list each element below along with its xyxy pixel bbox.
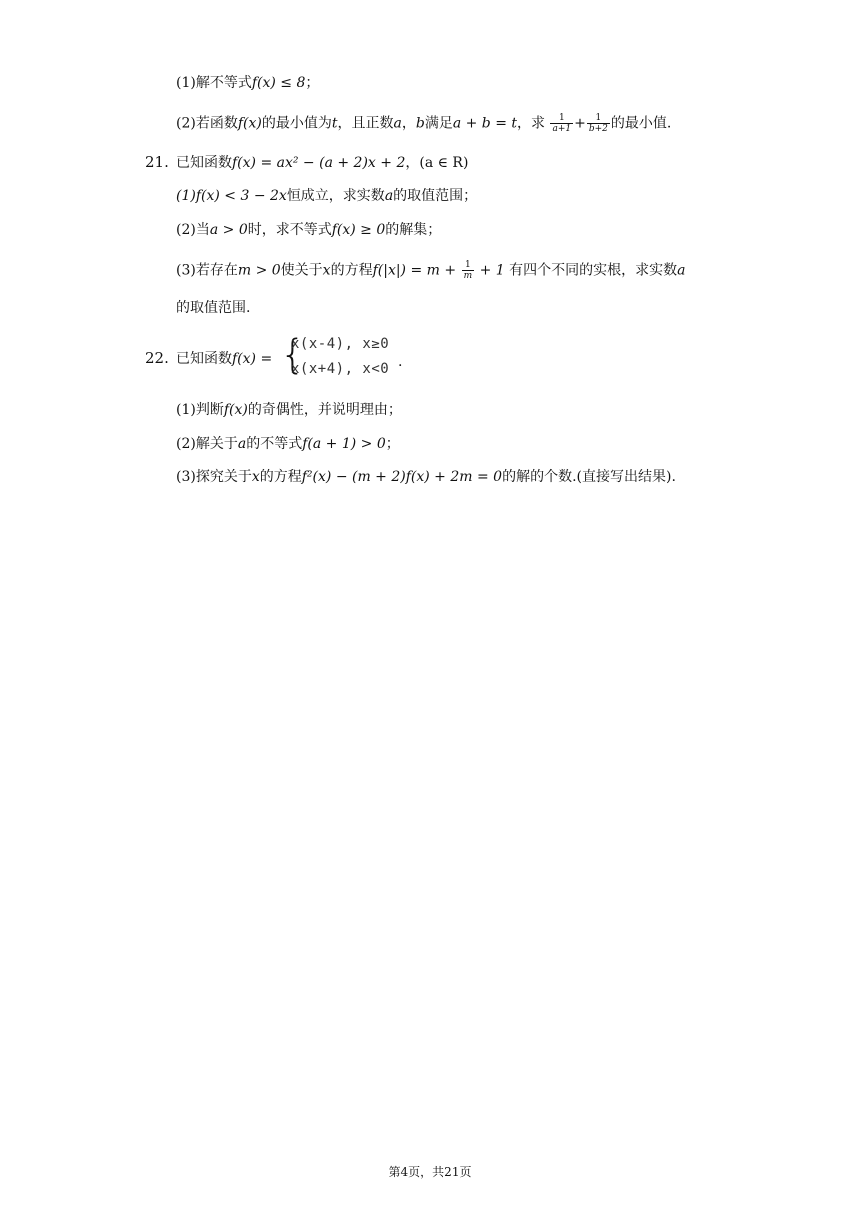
q20-fraction-2 <box>587 113 610 134</box>
q20-part2-equation: a + b = t <box>452 115 518 132</box>
q21-part2-inequality: f(x) ≥ 0 <box>331 222 386 238</box>
q20-fraction-2-numerator: 1 <box>587 113 610 124</box>
q22-part2-text: 的不等式 <box>246 436 303 452</box>
q22-part3-x: x <box>251 469 260 485</box>
q22-part2-prefix: (2)解关于 <box>176 436 238 452</box>
q21-number: 21. <box>145 153 169 171</box>
q22-piece-1: x(x-4), x≥0 <box>291 336 390 352</box>
q20-part2-end: 的最小值. <box>610 115 672 132</box>
q21-fraction <box>462 260 475 281</box>
q22-part3 <box>176 467 676 487</box>
q21-part3-equation-tail: + 1 <box>479 262 505 279</box>
q21-part2-text: 时，求不等式 <box>247 222 332 238</box>
q20-part1 <box>176 73 319 93</box>
q21-part2-condition: a > 0 <box>209 222 248 238</box>
q22-stem-prefix: 已知函数 <box>176 351 232 367</box>
q21-stem-function: f(x) = ax² − (a + 2)x + 2 <box>232 155 406 171</box>
q21-part3-a: a <box>677 262 686 279</box>
q22-piece-2: x(x+4), x<0 <box>291 361 390 377</box>
q20-fraction-1-denominator: a+1 <box>552 124 572 134</box>
q21-part1-inequality: (1)f(x) < 3 − 2x <box>176 188 287 204</box>
q21-part2 <box>176 220 441 240</box>
q21-fraction-numerator: 1 <box>462 260 475 271</box>
q21-part3-text3: 有四个不同的实根，求实数 <box>509 262 678 279</box>
q20-fraction-1 <box>550 113 573 134</box>
q21-part2-end: 的解集； <box>385 222 442 238</box>
q20-part2-fx: f(x) <box>237 115 262 132</box>
q21-stem-prefix: 已知函数 <box>176 155 232 171</box>
q22-part3-prefix: (3)探究关于 <box>176 469 252 485</box>
q21-part2-prefix: (2)当 <box>176 222 210 238</box>
q20-part2-text3: 满足 <box>424 115 453 132</box>
q21-part3-text: 使关于 <box>280 262 323 279</box>
q21-stem-domain: ，(a ∈ R) <box>405 155 469 171</box>
q21-part3-equation: f(|x|) = m + <box>372 262 457 279</box>
q22-part1 <box>176 400 402 420</box>
q21-part3-x: x <box>322 262 331 279</box>
q20-fraction-1-numerator: 1 <box>550 113 573 124</box>
q21-stem <box>176 153 468 173</box>
q20-part2-prefix: (2)若函数 <box>176 115 238 132</box>
page-footer: 第4页，共21页 <box>388 1165 472 1179</box>
q20-part2-text4: ，求 <box>517 115 546 132</box>
q22-number: 22. <box>145 349 169 367</box>
q21-part3-prefix: (3)若存在 <box>176 262 238 279</box>
q20-part1-prefix: (1)解不等式 <box>176 75 252 91</box>
q22-stem-fx: f(x) = <box>232 351 273 367</box>
q20-part2-t: t <box>331 115 338 132</box>
q21-part1-end: 的取值范围； <box>393 188 478 204</box>
q22-part1-fx: f(x) <box>223 402 248 418</box>
q20-part2-a: a <box>393 115 402 132</box>
q22-part3-text: 的方程 <box>259 469 302 485</box>
q20-fraction-2-denominator: b+2 <box>588 124 608 134</box>
q20-part2-text2: ，且正数 <box>337 115 394 132</box>
q21-part3-continuation: 的取值范围. <box>176 300 251 316</box>
q22-part2-end: ； <box>385 436 400 452</box>
q22-part3-end: 的解的个数.(直接写出结果). <box>502 469 676 485</box>
q22-stem <box>176 349 272 369</box>
q21-part3-text2: 的方程 <box>330 262 373 279</box>
q22-part1-end: 的奇偶性，并说明理由； <box>247 402 402 418</box>
q21-part3 <box>176 260 685 281</box>
q22-part2-inequality: f(a + 1) > 0 <box>302 436 386 452</box>
q20-part2-comma: ， <box>401 115 416 132</box>
q22-part1-prefix: (1)判断 <box>176 402 224 418</box>
q21-part3-condition: m > 0 <box>237 262 281 279</box>
q20-part2-text: 的最小值为 <box>261 115 332 132</box>
q22-part3-equation: f²(x) − (m + 2)f(x) + 2m = 0 <box>301 469 503 485</box>
q20-plus: + <box>574 115 586 132</box>
q21-part1 <box>176 186 477 206</box>
q20-part1-end: ； <box>305 75 320 91</box>
q20-part1-inequality: f(x) ≤ 8 <box>251 75 306 91</box>
q21-part1-text: 恒成立，求实数 <box>286 188 385 204</box>
q20-part2 <box>176 113 671 134</box>
q21-part1-a: a <box>384 188 394 204</box>
q22-stem-end: . <box>398 354 403 370</box>
q22-part2-a: a <box>237 436 247 452</box>
q20-part2-b: b <box>415 115 425 132</box>
q22-part2 <box>176 434 400 454</box>
left-brace-icon: { <box>280 332 306 378</box>
q21-fraction-denominator: m <box>463 271 473 281</box>
